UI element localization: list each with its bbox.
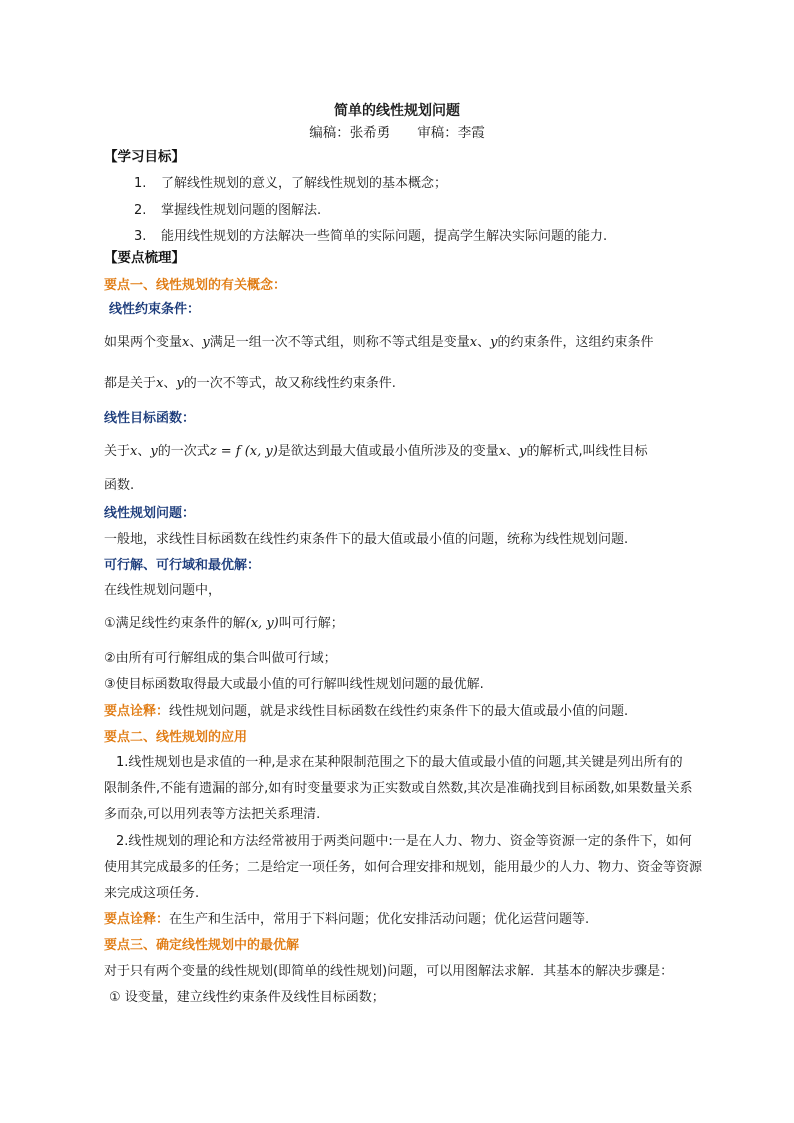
point2-heading: 要点二、线性规划的应用 <box>104 730 248 745</box>
objectives-heading: 【学习目标】 <box>104 149 185 165</box>
feasible-label: 可行解、可行域和最优解： <box>104 558 261 573</box>
lp-text: 一般地，求线性目标函数在线性约束条件下的最大值或最小值的问题，统称为线性规划问题. <box>104 532 629 547</box>
objective-func-label: 线性目标函数： <box>104 411 196 426</box>
constraint-line-2: 都是关于x、y的一次不等式，故又称线性约束条件. <box>104 376 396 391</box>
objective-func-line-1: 关于x、y的一次式z = f (x, y)是欲达到最大值或最小值所涉及的变量x、y的解析式,叫线性目标 <box>104 444 648 459</box>
constraint-line-1: 如果两个变量x、y满足一组一次不等式组，则称不等式组是变量x、y的约束条件，这组约束条件 <box>104 335 654 350</box>
point2-p2-line-3: 来完成这项任务. <box>104 886 200 901</box>
objective-func-line-2: 函数. <box>104 478 135 493</box>
doc-editor-line: 编稿：张希勇 审稿：李霞 <box>309 125 485 141</box>
constraint-label: 线性约束条件： <box>109 302 201 317</box>
point2-note: 要点诠释：在生产和生活中，常用于下料问题；优化安排活动问题；优化运营问题等. <box>104 912 590 927</box>
objective-text-1: 了解线性规划的意义，了解线性规划的基本概念； <box>161 176 448 191</box>
feasible-item-1: ①满足线性约束条件的解(x, y)叫可行解； <box>104 616 344 631</box>
objective-formula: z = f (x, y) <box>209 444 278 459</box>
var-y: y <box>202 335 210 350</box>
var-x: x <box>182 335 190 350</box>
note-label: 要点诠释： <box>104 704 170 719</box>
point2-p1-line-3: 多而杂,可以用列表等方法把关系理清. <box>104 807 321 822</box>
objective-num-2: 2. <box>134 203 147 218</box>
review-heading: 【要点梳理】 <box>104 250 185 266</box>
doc-title: 简单的线性规划问题 <box>334 103 460 119</box>
point2-p2-line-1: 2.线性规划的理论和方法经常被用于两类问题中:一是在人力、物力、资金等资源一定的条件下，如何 <box>116 834 692 849</box>
point2-p1-line-1: 1.线性规划也是求值的一种,是求在某种限制范围之下的最大值或最小值的问题,其关键是列出所有的 <box>116 755 683 770</box>
objective-text-3: 能用线性规划的方法解决一些简单的实际问题，提高学生解决实际问题的能力. <box>161 229 608 244</box>
feasible-intro: 在线性规划问题中， <box>104 583 222 598</box>
point3-heading: 要点三、确定线性规划中的最优解 <box>104 938 300 953</box>
point1-heading: 要点一、线性规划的有关概念： <box>104 278 287 293</box>
lp-label: 线性规划问题： <box>104 506 196 521</box>
note-label: 要点诠释： <box>104 912 170 927</box>
point2-p1-line-2: 限制条件,不能有遗漏的部分,如有时变量要求为正实数或自然数,其次是准确找到目标函数,如果数量关系 <box>104 781 693 796</box>
point1-note: 要点诠释：线性规划问题，就是求线性目标函数在线性约束条件下的最大值或最小值的问题. <box>104 704 629 719</box>
point2-p2-line-2: 使用其完成最多的任务；二是给定一项任务，如何合理安排和规划，能用最少的人力、物力、资金等资源 <box>104 860 703 875</box>
feasible-item-2: ②由所有可行解组成的集合叫做可行域； <box>104 651 337 666</box>
objective-num-1: 1. <box>134 176 147 191</box>
point3-step-1: ① 设变量，建立线性约束条件及线性目标函数； <box>109 990 385 1005</box>
objective-num-3: 3. <box>134 229 147 244</box>
point3-intro: 对于只有两个变量的线性规划(即简单的线性规划)问题，可以用图解法求解．其基本的解决步骤是： <box>104 964 674 979</box>
feasible-item-3: ③使目标函数取得最大或最小值的可行解叫线性规划问题的最优解. <box>104 677 484 692</box>
objective-text-2: 掌握线性规划问题的图解法. <box>161 203 322 218</box>
